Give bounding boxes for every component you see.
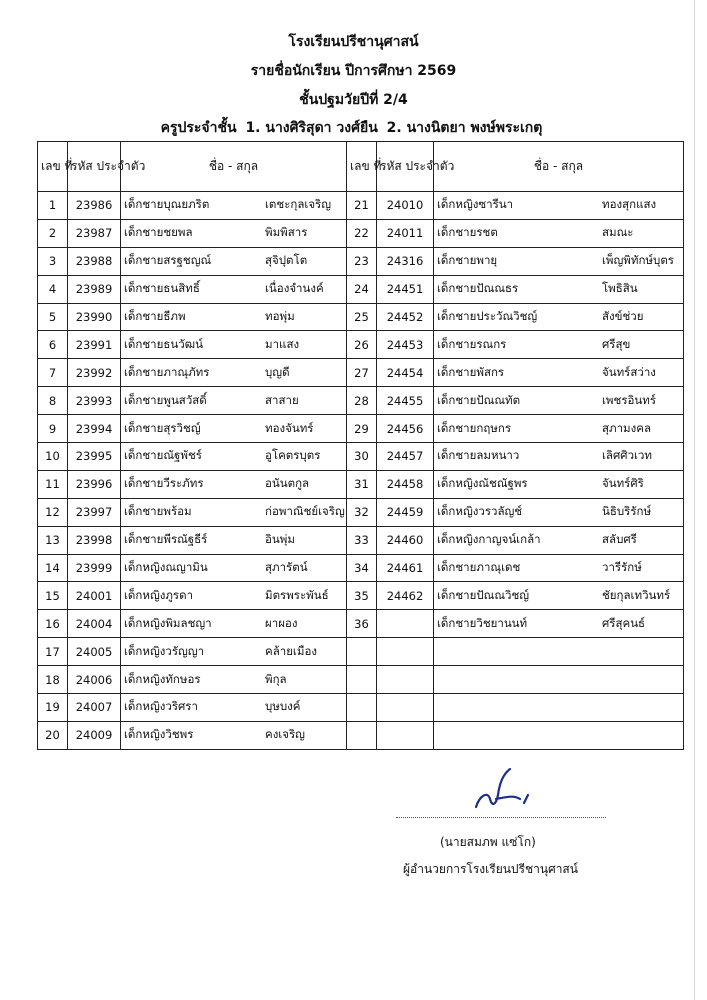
homeroom-teachers — [0, 117, 707, 139]
table-row — [38, 331, 684, 359]
signature-mark — [466, 765, 546, 813]
student-number-cell: 26 — [347, 331, 377, 359]
student-name-cell — [121, 331, 347, 359]
student-code-cell: 23991 — [68, 331, 121, 359]
student-code-cell: 24009 — [68, 721, 121, 749]
student-first-name: เด็กหญิงวริศรา — [124, 699, 198, 714]
student-number-cell: 10 — [38, 443, 68, 471]
table-row — [38, 247, 684, 275]
student-first-name: เด็กชายรชต — [437, 225, 498, 240]
student-first-name: เด็กชายณัฐพัชร์ — [124, 448, 202, 463]
student-code-cell: 23990 — [68, 303, 121, 331]
student-number-cell: 22 — [347, 219, 377, 247]
student-last-name: ผาผอง — [265, 615, 298, 630]
student-name-cell — [121, 694, 347, 722]
student-number-cell: 19 — [38, 694, 68, 722]
student-number-cell: 15 — [38, 582, 68, 610]
student-number-cell: 27 — [347, 359, 377, 387]
student-name-cell — [121, 638, 347, 666]
student-name-cell — [121, 275, 347, 303]
student-first-name: เด็กชายภาณุภัทร — [124, 364, 210, 379]
table-row — [38, 470, 684, 498]
student-code-cell — [377, 694, 434, 722]
school-name: โรงเรียนปรีชานุศาสน์ — [288, 34, 419, 50]
student-first-name: เด็กหญิงณัชณัฐพร — [437, 476, 528, 491]
student-last-name: เตชะกุลเจริญ — [265, 197, 332, 212]
table-row — [38, 415, 684, 443]
table-row — [38, 610, 684, 638]
student-name-cell — [121, 359, 347, 387]
student-code-cell: 23988 — [68, 247, 121, 275]
student-last-name: บุษบงค์ — [265, 699, 301, 714]
student-first-name: เด็กชายพูนสวัสดิ์ — [124, 392, 207, 407]
student-name-cell — [434, 638, 684, 666]
student-number-cell: 31 — [347, 470, 377, 498]
table-header-row — [38, 142, 684, 192]
table-row — [38, 638, 684, 666]
table-row — [38, 498, 684, 526]
student-name-cell — [434, 554, 684, 582]
student-code-cell: 24461 — [377, 554, 434, 582]
student-last-name: ก่อพาณิชย์เจริญ — [265, 504, 345, 519]
student-first-name: เด็กชายพายุ — [437, 253, 498, 268]
signature-line — [396, 817, 606, 818]
student-number-cell: 16 — [38, 610, 68, 638]
student-first-name: เด็กชายภาณุเดช — [437, 560, 521, 575]
student-number-cell — [347, 638, 377, 666]
student-first-name: เด็กชายประวัณวิชญ์ — [437, 309, 538, 323]
student-number-cell — [347, 694, 377, 722]
student-number-cell: 3 — [38, 247, 68, 275]
student-code-cell: 24006 — [68, 666, 121, 694]
table-row — [38, 275, 684, 303]
table-row — [38, 219, 684, 247]
student-number-cell: 5 — [38, 303, 68, 331]
student-name-cell — [434, 694, 684, 722]
student-code-cell: 24453 — [377, 331, 434, 359]
student-code-cell: 24011 — [377, 219, 434, 247]
student-name-cell — [121, 666, 347, 694]
student-name-cell — [121, 526, 347, 554]
student-last-name: ทองจันทร์ — [265, 420, 314, 435]
student-number-cell: 29 — [347, 415, 377, 443]
student-first-name: เด็กชายปัณณวิชญ์ — [437, 587, 530, 602]
student-name-cell — [434, 303, 684, 331]
student-name-cell — [434, 498, 684, 526]
student-code-cell: 23986 — [68, 192, 121, 220]
student-last-name: ศรีสุข — [602, 336, 631, 351]
student-number-cell: 2 — [38, 219, 68, 247]
student-first-name: เด็กหญิงภูรดา — [124, 587, 194, 602]
student-name-cell — [434, 359, 684, 387]
student-code-cell: 24459 — [377, 498, 434, 526]
student-number-cell: 35 — [347, 582, 377, 610]
student-number-cell: 9 — [38, 415, 68, 443]
student-name-cell — [434, 415, 684, 443]
student-last-name: คล้ายเมือง — [265, 643, 317, 658]
student-last-name: วารีรักษ์ — [602, 560, 642, 575]
student-number-cell — [347, 666, 377, 694]
student-name-cell — [121, 387, 347, 415]
student-name-cell — [121, 610, 347, 638]
student-name-cell — [434, 192, 684, 220]
table-row — [38, 192, 684, 220]
student-name-cell — [434, 666, 684, 694]
student-number-cell: 28 — [347, 387, 377, 415]
student-last-name: มิตรพระพันธ์ — [265, 587, 329, 602]
student-number-cell: 1 — [38, 192, 68, 220]
student-name-cell — [121, 582, 347, 610]
student-number-cell: 13 — [38, 526, 68, 554]
col-header-no: เลข ที่ — [38, 142, 68, 192]
student-name-cell — [434, 721, 684, 749]
student-code-cell: 24460 — [377, 526, 434, 554]
student-name-cell — [434, 582, 684, 610]
student-first-name: เด็กหญิงกาญจน์เกล้า — [437, 532, 541, 547]
student-last-name: โพธิสิน — [602, 281, 638, 296]
student-number-cell: 14 — [38, 554, 68, 582]
student-last-name: พิกุล — [265, 671, 287, 686]
student-first-name: เด็กหญิงพิมลชญา — [124, 615, 212, 630]
student-first-name: เด็กหญิงทักษอร — [124, 671, 201, 686]
table-row — [38, 694, 684, 722]
student-first-name: เด็กชายสรฐชญณ์ — [124, 253, 212, 268]
student-last-name: สลับศรี — [602, 532, 637, 547]
student-number-cell: 12 — [38, 498, 68, 526]
student-name-cell — [434, 275, 684, 303]
col-header-name: ชื่อ - สกุล — [434, 142, 684, 192]
table-row — [38, 443, 684, 471]
student-last-name: สมณะ — [602, 225, 634, 240]
student-first-name: เด็กชายพร้อม — [124, 504, 192, 519]
student-number-cell: 7 — [38, 359, 68, 387]
student-code-cell: 24001 — [68, 582, 121, 610]
student-number-cell: 24 — [347, 275, 377, 303]
student-name-cell — [434, 331, 684, 359]
student-code-cell: 24004 — [68, 610, 121, 638]
student-number-cell: 21 — [347, 192, 377, 220]
student-number-cell: 18 — [38, 666, 68, 694]
student-last-name: เพชรอินทร์ — [602, 392, 657, 407]
student-code-cell: 23999 — [68, 554, 121, 582]
student-code-cell: 24005 — [68, 638, 121, 666]
col-header-code: รหัส ประจำตัว — [377, 142, 434, 192]
student-first-name: เด็กชายบุณยภริต — [124, 197, 210, 212]
signatory-name: (นายสมภพ แซ่โก) — [440, 835, 536, 849]
student-first-name: เด็กชายธีภพ — [124, 309, 186, 323]
student-code-cell: 23989 — [68, 275, 121, 303]
student-last-name: สาสาย — [265, 392, 299, 407]
col-header-name: ชื่อ - สกุล — [121, 142, 347, 192]
student-code-cell: 24462 — [377, 582, 434, 610]
student-first-name: เด็กชายปัณณธร — [437, 281, 519, 296]
col-header-no: เลข ที่ — [347, 142, 377, 192]
student-name-cell — [121, 554, 347, 582]
page-edge-line — [694, 0, 695, 1000]
student-first-name: เด็กชายปัณณทัต — [437, 392, 521, 407]
table-row — [38, 721, 684, 749]
student-first-name: เด็กหญิงวรวลัญช์ — [437, 504, 523, 519]
student-code-cell: 24455 — [377, 387, 434, 415]
table-row — [38, 303, 684, 331]
student-last-name: สุภามงคล — [602, 420, 651, 435]
list-title: รายชื่อนักเรียน ปีการศึกษา 2569 — [250, 63, 457, 79]
student-name-cell — [121, 498, 347, 526]
student-first-name: เด็กชายสุรวิชญ์ — [124, 420, 201, 435]
student-number-cell: 23 — [347, 247, 377, 275]
student-code-cell: 23997 — [68, 498, 121, 526]
student-code-cell — [377, 666, 434, 694]
student-last-name: ทองสุกแสง — [602, 197, 657, 212]
student-first-name: เด็กหญิงณญามิน — [124, 560, 208, 575]
student-number-cell: 20 — [38, 721, 68, 749]
student-last-name: สุภารัตน์ — [265, 560, 308, 575]
student-number-cell: 6 — [38, 331, 68, 359]
student-code-cell — [377, 610, 434, 638]
student-name-cell — [434, 387, 684, 415]
student-code-cell: 24007 — [68, 694, 121, 722]
student-code-cell: 23995 — [68, 443, 121, 471]
student-number-cell: 32 — [347, 498, 377, 526]
student-last-name: จันทร์สว่าง — [602, 364, 656, 379]
student-number-cell: 34 — [347, 554, 377, 582]
student-last-name: นิธิบริรักษ์ — [602, 504, 652, 519]
student-number-cell: 33 — [347, 526, 377, 554]
student-last-name: มาแสง — [265, 336, 300, 351]
student-name-cell — [121, 443, 347, 471]
student-code-cell — [377, 638, 434, 666]
class-name: ชั้นปฐมวัยปีที่ 2/4 — [299, 92, 408, 108]
student-name-cell — [434, 470, 684, 498]
student-code-cell: 24010 — [377, 192, 434, 220]
student-last-name: พิมพิสาร — [265, 225, 308, 240]
student-number-cell: 17 — [38, 638, 68, 666]
student-code-cell: 23996 — [68, 470, 121, 498]
student-first-name: เด็กชายรณกร — [437, 336, 507, 351]
student-first-name: เด็กชายธนวัฒน์ — [124, 336, 203, 351]
student-last-name: อนันตกูล — [265, 476, 310, 491]
student-first-name: เด็กชายพีรณัฐธีร์ — [124, 532, 208, 547]
student-last-name: อูโคตรบุตร — [265, 448, 321, 463]
student-number-cell — [347, 721, 377, 749]
student-name-cell — [121, 470, 347, 498]
teacher-1: 1. นางศิริสุดา วงศ์ยืน — [245, 120, 378, 136]
student-code-cell: 24456 — [377, 415, 434, 443]
student-code-cell: 24457 — [377, 443, 434, 471]
student-number-cell: 36 — [347, 610, 377, 638]
student-last-name: สุจิปุตโต — [265, 253, 308, 268]
student-last-name: ศรีสุคนธ์ — [602, 615, 646, 630]
student-last-name: อินพุ่ม — [265, 532, 295, 547]
student-number-cell: 30 — [347, 443, 377, 471]
table-row — [38, 387, 684, 415]
student-code-cell: 23993 — [68, 387, 121, 415]
col-header-code: รหัส ประจำตัว — [68, 142, 121, 192]
student-first-name: เด็กชายธนสิทธิ์ — [124, 281, 200, 296]
student-code-cell: 23998 — [68, 526, 121, 554]
student-last-name: เพ็ญพิทักษ์บุตร — [602, 253, 674, 268]
student-code-cell: 24451 — [377, 275, 434, 303]
student-first-name: เด็กชายกฤษกร — [437, 420, 512, 435]
student-first-name: เด็กหญิงวิชพร — [124, 727, 194, 742]
student-last-name: เนื่องจำนงค์ — [265, 281, 324, 296]
signatory-position: ผู้อำนวยการโรงเรียนปรีชานุศาสน์ — [403, 862, 578, 876]
student-number-cell: 8 — [38, 387, 68, 415]
student-first-name: เด็กชายลมหนาว — [437, 448, 520, 463]
student-code-cell: 24316 — [377, 247, 434, 275]
student-name-cell — [121, 219, 347, 247]
student-name-cell — [434, 247, 684, 275]
student-first-name: เด็กหญิงซารีนา — [437, 197, 514, 212]
student-name-cell — [121, 247, 347, 275]
student-name-cell — [434, 526, 684, 554]
student-code-cell: 24452 — [377, 303, 434, 331]
student-first-name: เด็กชายพัสกร — [437, 364, 505, 379]
student-number-cell: 11 — [38, 470, 68, 498]
student-name-cell — [434, 443, 684, 471]
student-name-cell — [434, 610, 684, 638]
student-code-cell: 23992 — [68, 359, 121, 387]
student-number-cell: 4 — [38, 275, 68, 303]
student-last-name: บุญดี — [265, 364, 290, 379]
table-row — [38, 582, 684, 610]
student-code-cell: 23987 — [68, 219, 121, 247]
student-first-name: เด็กหญิงวรัญญา — [124, 643, 205, 658]
student-name-cell — [121, 415, 347, 443]
student-last-name: ชัยกุลเทวินทร์ — [602, 587, 671, 602]
student-first-name: เด็กชายวิชยานนท์ — [437, 615, 528, 630]
teacher-2: 2. นางนิตยา พงษ์พระเกตุ — [386, 120, 543, 136]
teachers-label: ครูประจำชั้น — [160, 120, 237, 136]
table-row — [38, 666, 684, 694]
student-roster-table — [37, 141, 684, 750]
student-last-name: จันทร์ศิริ — [602, 476, 644, 491]
table-row — [38, 526, 684, 554]
student-name-cell — [121, 192, 347, 220]
table-row — [38, 554, 684, 582]
student-code-cell: 24458 — [377, 470, 434, 498]
student-name-cell — [434, 219, 684, 247]
student-name-cell — [121, 303, 347, 331]
student-code-cell — [377, 721, 434, 749]
student-last-name: ทอพุ่ม — [265, 309, 295, 323]
student-first-name: เด็กชายชยพล — [124, 225, 193, 240]
student-first-name: เด็กชายวีระภัทร — [124, 476, 204, 491]
student-last-name: สังข์ช่วย — [602, 309, 644, 323]
student-code-cell: 23994 — [68, 415, 121, 443]
table-row — [38, 359, 684, 387]
student-code-cell: 24454 — [377, 359, 434, 387]
student-name-cell — [121, 721, 347, 749]
student-last-name: เลิศศิวเวท — [602, 448, 653, 463]
student-last-name: คงเจริญ — [265, 727, 305, 742]
student-number-cell: 25 — [347, 303, 377, 331]
